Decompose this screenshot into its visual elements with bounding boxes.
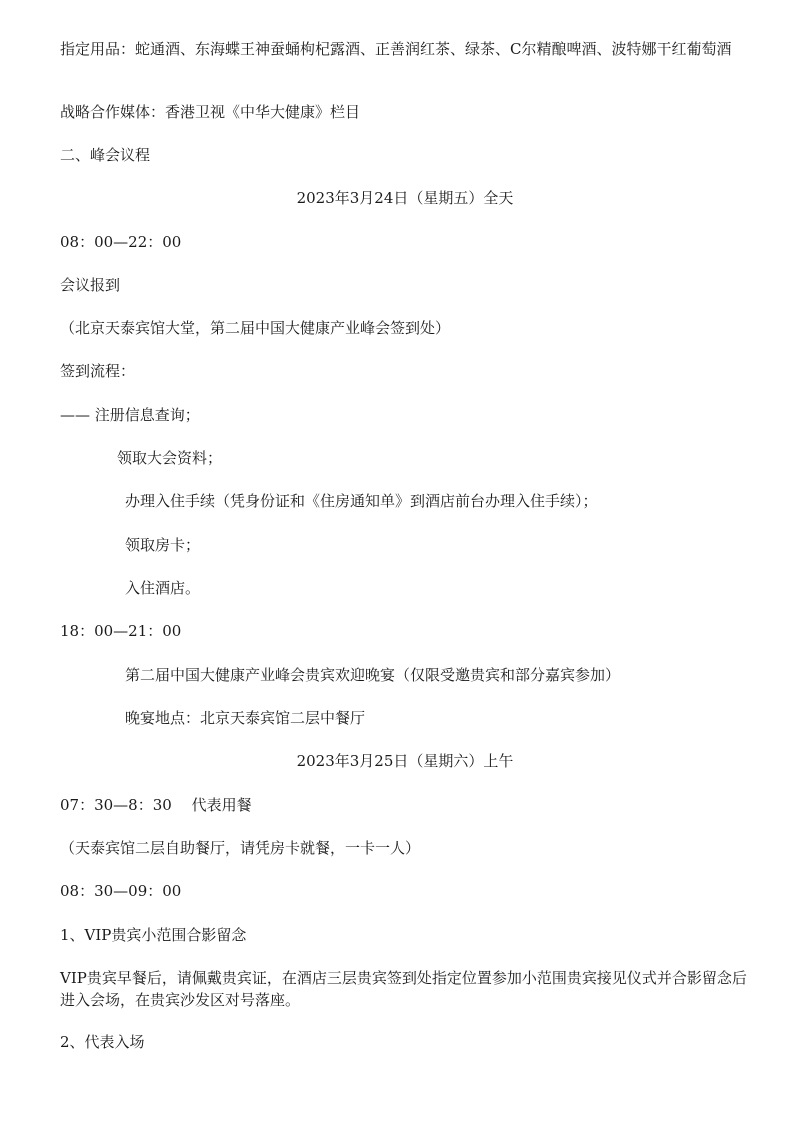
day1-time-registration: 08：00—22：00 [60,233,182,251]
delegate-entry-title: 2、代表入场 [60,1033,145,1051]
media-partner-text: 战略合作媒体：香港卫视《中华大健康》栏目 [60,103,361,121]
registration-location: （北京天泰宾馆大堂，第二届中国大健康产业峰会签到处） [60,319,451,337]
day1-time-banquet: 18：00—21：00 [60,622,182,640]
registration-title: 会议报到 [60,276,121,294]
vip-photo-title: 1、VIP贵宾小范围合影留念 [60,926,247,944]
banquet-description: 第二届中国大健康产业峰会贵宾欢迎晚宴（仅限受邀贵宾和部分嘉宾参加） [125,666,621,684]
vip-photo-time: 08：30—09：00 [60,882,182,900]
designated-products-text: 指定用品：蛇通酒、东海蝶王神蚕蛹枸杞露酒、正善润红茶、绿茶、C尔精酿啤酒、波特娜干红葡萄酒 [60,40,732,58]
checkin-step-4: 领取房卡； [125,536,201,554]
section-agenda-heading: 二、峰会议程 [60,146,151,164]
banquet-location: 晚宴地点：北京天泰宾馆二层中餐厅 [125,709,366,727]
checkin-process-title: 签到流程： [60,362,136,380]
day1-date-heading: 2023年3月24日（星期五）全天 [296,189,514,207]
breakfast-time: 07：30—8：30 代表用餐 [60,796,252,814]
checkin-step-2: 领取大会资料； [117,449,223,467]
checkin-step-5: 入住酒店。 [125,579,201,597]
checkin-step-1: —— 注册信息查询； [60,406,200,424]
day2-date-heading: 2023年3月25日（星期六）上午 [296,752,514,770]
vip-photo-description: VIP贵宾早餐后，请佩戴贵宾证，在酒店三层贵宾签到处指定位置参加小范围贵宾接见仪式并合影留念后进入会场，在贵宾沙发区对号落座。 [60,969,747,1009]
breakfast-location: （天泰宾馆二层自助餐厅，请凭房卡就餐，一卡一人） [60,839,421,857]
checkin-step-3: 办理入住手续（凭身份证和《住房通知单》到酒店前台办理入住手续）； [125,492,598,510]
